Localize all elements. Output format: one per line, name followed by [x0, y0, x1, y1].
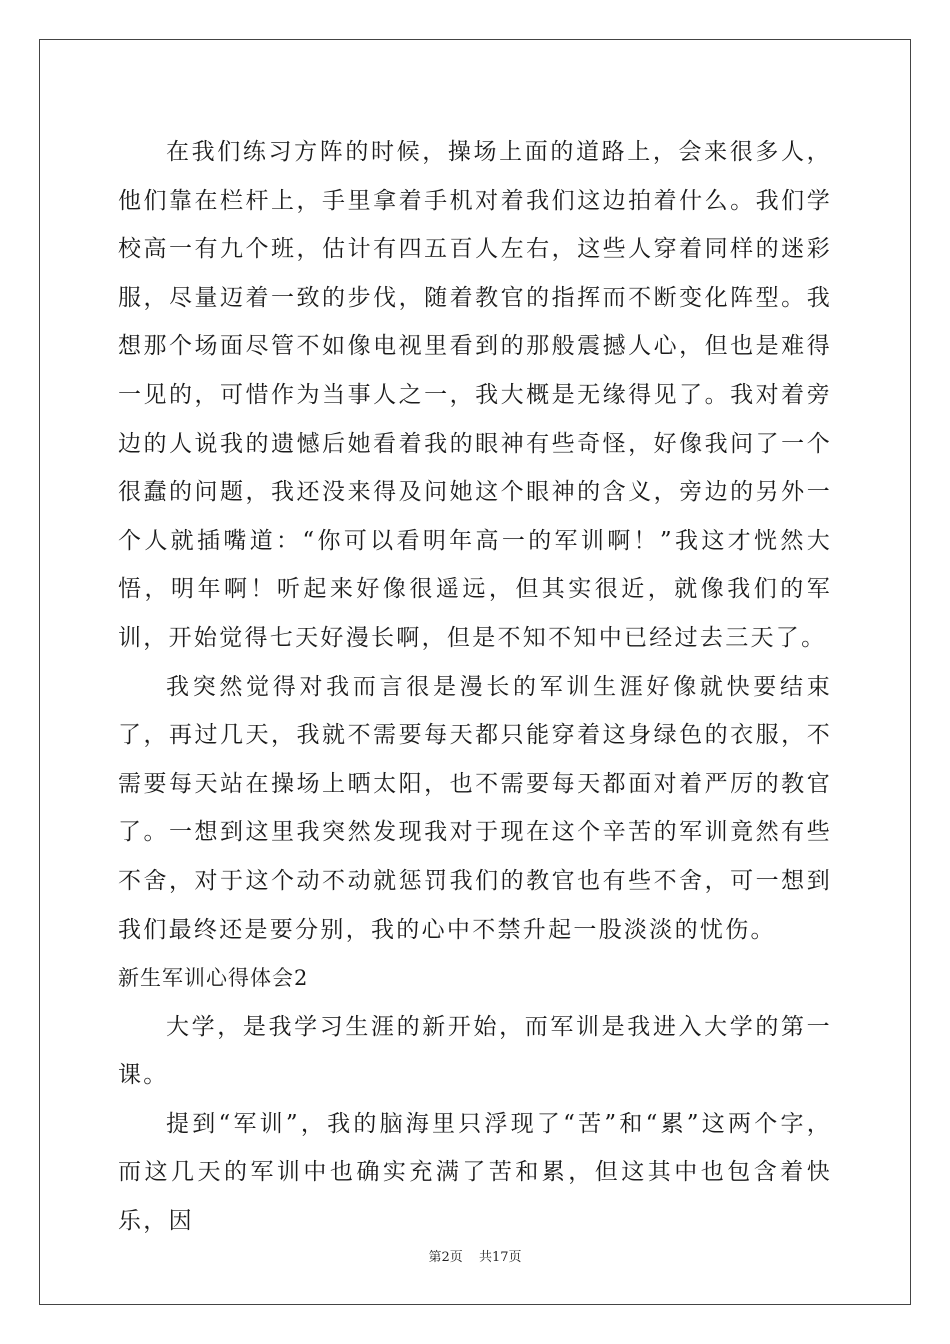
- paragraph-4: 提到“军训”，我的脑海里只浮现了“苦”和“累”这两个字，而这几天的军训中也确实充满了苦和累，但这其中也包含着快乐，因: [118, 1110, 832, 1235]
- paragraph-1: 在我们练习方阵的时候，操场上面的道路上，会来很多人，他们靠在栏杆上，手里拿着手机对着我们这边拍着什么。我们学校高一有九个班，估计有四五百人左右，这些人穿着同样的迷彩服，尽量迈着一致的步伐，随着教官的指挥而不断变化阵型。我想那个场面尽管不如像电视里看到的那般震撼人心，但也是难得一见的，可惜作为当事人之一，我大概是无缘得见了。我对着旁边的人说我的遗憾后她看着我的眼神有些奇怪，好像我问了一个很蠢的问题，我还没来得及问她这个眼神的含义，旁边的另外一个人就插嘴道：“你可以看明年高一的军训啊！”我这才恍然大悟，明年啊！听起来好像很遥远，但其实很近，就像我们的军训，开始觉得七天好漫长啊，但是不知不知中已经过去三天了。: [118, 139, 832, 651]
- page-footer: [0, 1246, 950, 1265]
- page-number: 第2页: [428, 1250, 463, 1265]
- section-heading: 新生军训心得体会2: [118, 966, 309, 991]
- page-total: 共17页: [478, 1250, 522, 1265]
- paragraph-2: 我突然觉得对我而言很是漫长的军训生涯好像就快要结束了，再过几天，我就不需要每天都只能穿着这身绿色的衣服，不需要每天站在操场上晒太阳，也不需要每天都面对着严厉的教官了。一想到这里我突然发现我对于现在这个辛苦的军训竟然有些不舍，对于这个动不动就惩罚我们的教官也有些不舍，可一想到我们最终还是要分别，我的心中不禁升起一股淡淡的忧伤。: [118, 673, 832, 943]
- paragraph-3: 大学，是我学习生涯的新开始，而军训是我进入大学的第一课。: [118, 1013, 832, 1089]
- document-body: [118, 128, 832, 1246]
